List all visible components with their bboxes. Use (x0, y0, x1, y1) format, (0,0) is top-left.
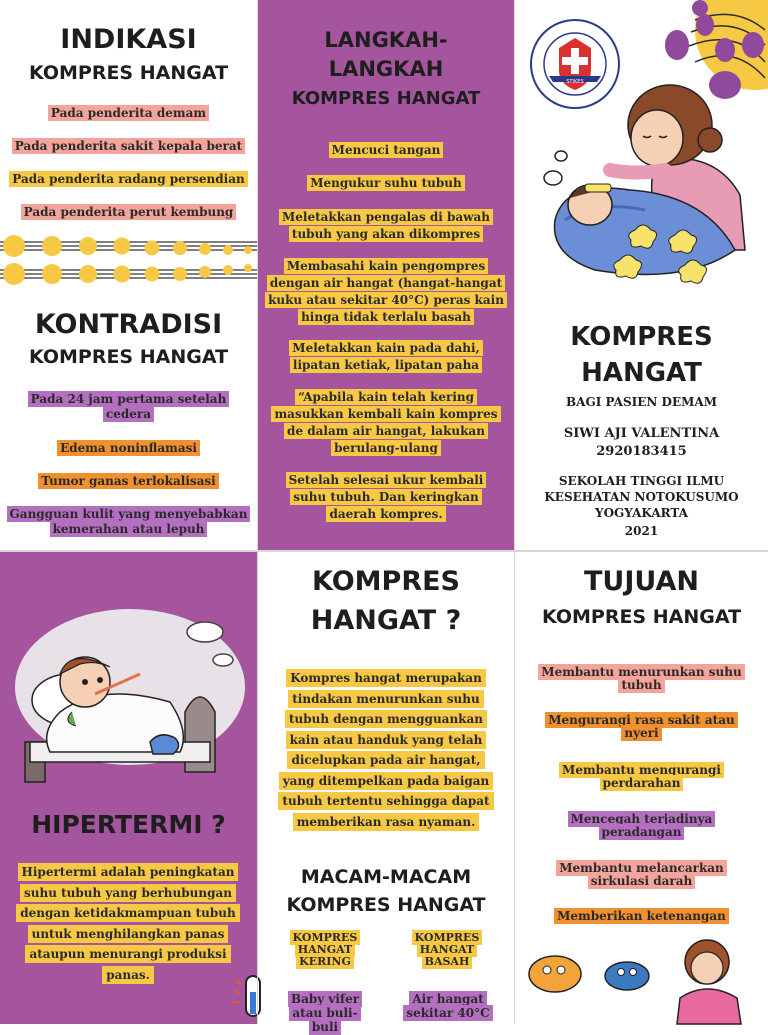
langkah-title-line1: LANGKAH- (324, 28, 448, 52)
langkah-step: Mencuci tangan (264, 143, 508, 158)
kontradisi-item: Gangguan kulit yang menyebabkan kemerahan atau lepuh (0, 507, 257, 537)
macam-title-line2: KOMPRES HANGAT (286, 894, 486, 916)
langkah-step: Meletakkan pengalas di bawah tubuh yang akan dikompres (268, 209, 504, 243)
panel-separator (257, 0, 258, 1024)
mother-child-illustration (535, 80, 760, 300)
indikasi-item: Pada penderita radang persendian (0, 172, 257, 187)
langkah-step: “Apabila kain telah kering masukkan kembali kain kompres de dalam air hangat, lakukan berulang-ulang (264, 389, 508, 457)
indikasi-item: Pada penderita demam (0, 106, 257, 121)
tujuan-item: Memberikan ketenangan (529, 909, 754, 924)
kompres-title-line1: KOMPRES (312, 566, 460, 597)
langkah-title-line3: KOMPRES HANGAT (291, 88, 481, 109)
hipertermi-body: Hipertermi adalah peningkatan suhu tubuh yang berhubungan dengan ketidakmampuan tubuh untuk menghilangkan panas ataupun menurangi produksi panas. (8, 862, 248, 985)
stikes-logo-text: STIKES (566, 79, 584, 85)
tujuan-subtitle: KOMPRES HANGAT (541, 606, 742, 628)
tujuan-item: Membantu menurunkan suhu tubuh (529, 666, 754, 692)
sick-child-illustration (10, 592, 245, 792)
dot-divider-graphic (0, 228, 257, 288)
cover-institution-line3: YOGYAKARTA (595, 506, 688, 520)
thermometer-icon (230, 972, 270, 1024)
tujuan-item: Membantu mengurangi perdarahan (535, 764, 748, 790)
cover-title-line1: KOMPRES (570, 322, 713, 352)
kontradisi-subtitle: KOMPRES HANGAT (28, 346, 229, 368)
indikasi-title: INDIKASI (60, 24, 197, 55)
panel-indikasi (0, 0, 257, 550)
kontradisi-item: Tumor ganas terlokalisasi (0, 474, 257, 489)
indikasi-item: Pada penderita perut kembung (0, 205, 257, 220)
type-dry-label: KOMPRES HANGAT KERING (280, 932, 370, 968)
macam-title-line1: MACAM-MACAM (300, 866, 472, 888)
panel-tujuan (515, 552, 768, 1024)
langkah-step: Setelah selesai ukur kembali suhu tubuh. Dan keringkan daerah kompres. (272, 472, 500, 523)
panel-langkah (258, 0, 514, 550)
langkah-step: Membasahi kain pengompres dengan air hangat (hangat-hangat kuku atau sekitar 40°C) peras kain hinga tidak terlalu basah (262, 258, 510, 326)
cover-author: SIWI AJI VALENTINA (563, 426, 720, 441)
tujuan-title: TUJUAN (584, 566, 699, 597)
germs-child-illustration (515, 928, 768, 1024)
langkah-step: Mengukur suhu tubuh (264, 176, 508, 191)
kontradisi-item: Edema noninflamasi (0, 441, 257, 456)
cover-subtitle: BAGI PASIEN DEMAM (566, 395, 717, 409)
cover-institution-line1: SEKOLAH TINGGI ILMU (558, 474, 725, 488)
langkah-title-line2: LANGKAH (328, 57, 444, 81)
panel-kompres (258, 552, 514, 1034)
cover-year: 2021 (624, 524, 659, 538)
tujuan-item: Membantu melancarkan sirkulasi darah (529, 862, 754, 888)
panel-hipertermi (0, 552, 257, 1024)
cover-title-line2: HANGAT (581, 358, 702, 388)
cover-student-id: 2920183415 (596, 444, 687, 459)
panel-separator (0, 550, 768, 552)
tujuan-item: Mencegah terjadinya peradangan (539, 813, 744, 839)
langkah-step: Meletakkan kain pada dahi, lipatan ketiak, lipatan paha (272, 340, 500, 374)
kompres-title-line2: HANGAT ? (310, 605, 462, 636)
indikasi-subtitle: KOMPRES HANGAT (28, 62, 229, 84)
kompres-body: Kompres hangat merupakan tindakan menurunkan suhu tubuh dengan mengguankan kain atau handuk yang telah dicelupkan pada air hangat, yang ditempelkan pada baigan tubuh tertentu sehingga dapat memberikan rasa nyaman. (272, 668, 500, 832)
hipertermi-title: HIPERTERMI ? (31, 810, 226, 839)
kontradisi-item: Pada 24 jam pertama setelah cedera (20, 392, 237, 422)
panel-cover (515, 0, 768, 550)
type-wet-label: KOMPRES HANGAT BASAH (402, 932, 492, 968)
indikasi-item: Pada penderita sakit kepala berat (0, 139, 257, 154)
type-dry-example: Baby vifer atau buli-buli (280, 992, 370, 1034)
type-wet-example: Air hangat sekitar 40°C (396, 992, 500, 1020)
panel-separator (514, 0, 515, 1024)
tujuan-item: Mengurangi rasa sakit atau nyeri (539, 714, 744, 740)
kontradisi-title: KONTRADISI (34, 309, 223, 340)
cover-institution-line2: KESEHATAN NOTOKUSUMO (544, 490, 739, 504)
